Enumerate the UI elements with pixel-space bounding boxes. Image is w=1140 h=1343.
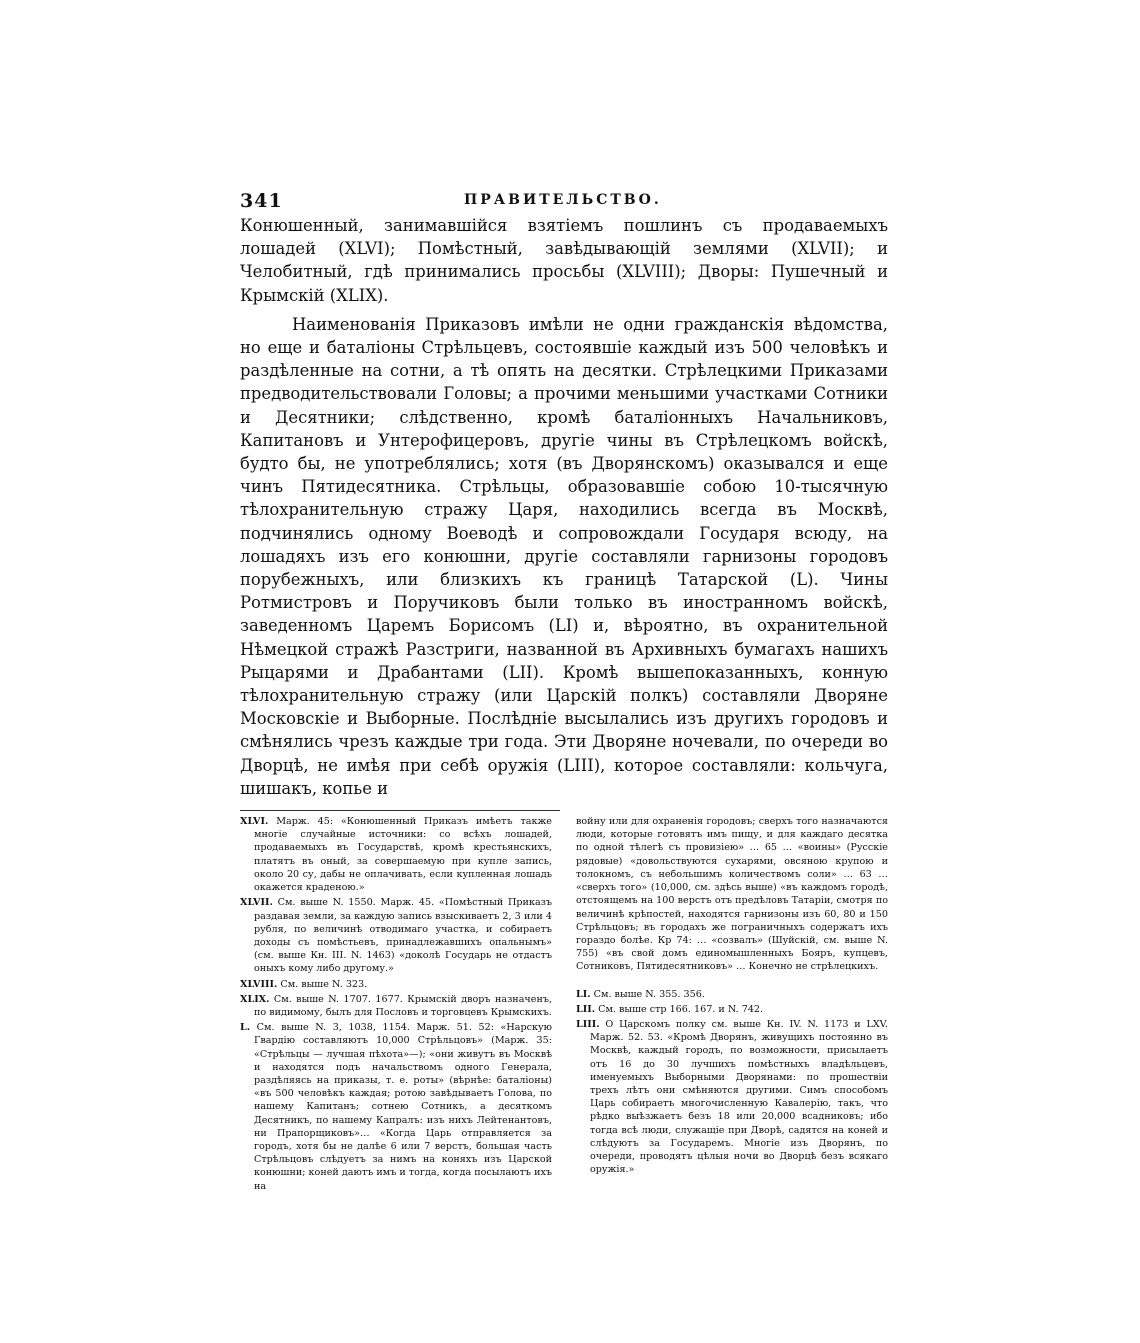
footnote-continuation — [576, 815, 888, 973]
footnote — [240, 815, 552, 894]
page-number: 341 — [240, 190, 283, 212]
footnotes — [240, 815, 888, 1195]
running-title: ПРАВИТЕЛЬСТВО. — [464, 192, 662, 208]
spacer — [576, 976, 888, 988]
running-head — [240, 190, 888, 214]
footnotes-right-column — [576, 815, 888, 1195]
footnote-text: См. выше N. 1550. Марж. 45. «Помѣстный Приказъ раздавая земли, за каждую запись взыскиваетъ 2, 3 или 4 рубля, по величинѣ отводимаго участка, и собираетъ доходы съ помѣстьевъ, принадлежавшихъ опальнымъ» (см. выше Кн. III. N. 1463) «доколѣ Государь не отдастъ оныхъ кому либо другому.» — [254, 897, 552, 975]
footnote-label: LIII. — [576, 1018, 600, 1030]
footnote — [576, 988, 888, 1001]
paragraph: Наименованія Приказовъ имѣли не одни гражданскія вѣдомства, но еще и баталіоны Стрѣльцевъ, состоявшіе каждый изъ 500 человѣкъ и раздѣленные на сотни, а тѣ опять на десятки. Стрѣлецкими Приказами предводительствовали Головы; а прочими меньшими участками Сотники и Десятники; слѣдственно, кромѣ баталіонныхъ Начальниковъ, Капитановъ и Унтерофицеровъ, другіе чины въ Стрѣлецкомъ войскѣ, будто бы, не употреблялись; хотя (въ Дворянскомъ) оказывался и еще чинъ Пятидесятника. Стрѣльцы, образовавшіе собою 10-тысячную тѣлохранительную стражу Царя, находились всегда въ Москвѣ, подчинялись одному Воеводѣ и сопровождали Государя всюду, на лошадяхъ изъ его конюшни, другіе составляли гарнизоны городовъ порубежныхъ, или близкихъ къ границѣ Татарской (L). Чины Ротмистровъ и Поручиковъ были только въ иностранномъ войскѣ, заведенномъ Царемъ Борисомъ (LI) и, вѣроятно, въ охранительной Нѣмецкой стражѣ Разстриги, названной въ Архивныхъ бумагахъ нашихъ Рыцарями и Драбантами (LII). Кромѣ вышепоказанныхъ, конную тѣлохранительную стражу (или Царскій полкъ) составляли Дворяне Московскіе и Выборные. Послѣдніе высылались изъ другихъ городовъ и смѣнялись чрезъ каждые три года. Эти Дворяне ночевали, по очереди во Дворцѣ, не имѣя при себѣ оружія (LIII), которое составляли: кольчуга, шишакъ, копье и — [240, 314, 888, 798]
footnotes-left-column — [240, 815, 552, 1195]
footnote-label: XLIX. — [240, 993, 270, 1005]
footnote — [576, 1018, 888, 1176]
footnote-text: О Царскомъ полку см. выше Кн. IV. N. 1173 и LXV. Марж. 52. 53. «Кромѣ Дворянъ, живущихъ постоянно въ Москвѣ, каждый городъ, по возможности, присылаетъ отъ 16 до 30 лучшихъ помѣстныхъ владѣльцевъ, именуемыхъ Выборными Дворянами: по прошествіи трехъ лѣтъ они смѣняются другими. Симъ способомъ Царь собираетъ многочисленную Кавалерію, такъ, что рѣдко выѣзжаетъ безъ 18 или 20,000 всадниковъ; ибо тогда всѣ люди, служащіе при Дворѣ, садятся на коней и слѣдуютъ за Государемъ. Многіе изъ Дворянъ, по очереди, проводятъ цѣлыя ночи во Дворцѣ безъ всякаго оружія.» — [590, 1018, 888, 1176]
footnote-label: LII. — [576, 1003, 596, 1015]
footnote-label: XLVIII. — [240, 978, 278, 990]
footnote-text: войну или для охраненія городовъ; сверхъ того назначаются люди, которые готовятъ имъ пищу, и для каждаго десятка по одной тѣлегѣ съ провизіею» … 65 … «воины» (Русскіе рядовые) «довольствуются сухарями, овсяною крупою и толокномъ, съ небольшимъ количествомъ соли» … 63 … «сверхъ того» (10,000, см. здѣсь выше) «въ каждомъ городѣ, отстоящемъ на 100 верстъ отъ предѣловъ Татаріи, смотря по величинѣ крѣпостей, находятся гарнизоны изъ 60, 80 и 150 Стрѣльцовъ; въ городахъ же пограничныхъ содержатъ ихъ гораздо болѣе. Кр 74: … «созвалъ» (Шуйскій, см. выше N. 755) «въ свой домъ единомышленныхъ Бояръ, купцевъ, Сотниковъ, Пятидесятниковъ» … Конечно не стрѣлецкихъ. — [576, 816, 888, 973]
footnote-label: LI. — [576, 988, 591, 1000]
book-page — [240, 190, 888, 1195]
footnote — [576, 1003, 888, 1016]
main-text — [240, 214, 888, 800]
footnote-divider — [240, 810, 560, 811]
paragraph: Конюшенный, занимавшійся взятіемъ пошлинъ съ продаваемыхъ лошадей (XLVI); Помѣстный, завѣдывающій землями (XLVII); и Челобитный, гдѣ принимались просьбы (XLVIII); Дворы: Пушечный и Крымскій (XLIX). — [240, 216, 888, 305]
footnote-label: XLVII. — [240, 897, 273, 909]
footnote — [240, 1021, 552, 1193]
footnote — [240, 978, 552, 991]
footnote — [240, 896, 552, 975]
footnote — [240, 993, 552, 1019]
footnote-text: См. выше N. 323. — [280, 978, 368, 990]
footnote-text: См. выше N. 355. 356. — [593, 988, 705, 1000]
footnote-label: L. — [240, 1022, 251, 1034]
footnote-text: См. выше N. 3, 1038, 1154. Марж. 51. 52: «Нарскую Гвардію составляютъ 10,000 Стрѣльцовъ» (Марж. 35: «Стрѣльцы — лучшая пѣхота»—); «они живутъ въ Москвѣ и находятся подъ начальствомъ одного Генерала, раздѣляясь на приказы, т. е. роты» (вѣрнѣе: баталіоны) «въ 500 человѣкъ каждая; ротою завѣдываетъ Голова, по нашему Капитанъ; сотнею Сотникъ, а десяткомъ Десятникъ, по нашему Капралъ: изъ нихъ Лейтенантовъ, ни Прапорщиковъ»… «Когда Царь отправляется за городъ, хотя бы не далѣе 6 или 7 верстъ, большая часть Стрѣльцовъ слѣдуетъ за нимъ на коняхъ изъ Царской конюшни; коней даютъ имъ и тогда, когда посылаютъ ихъ на — [254, 1022, 552, 1192]
footnote-text: См. выше стр 166. 167. и N. 742. — [598, 1003, 764, 1015]
footnote-text: См. выше N. 1707. 1677. Крымскій дворъ назначенъ, по видимому, былъ для Пословъ и торговцевъ Крымскихъ. — [254, 993, 552, 1018]
footnote-text: Марж. 45: «Конюшенный Приказъ имѣетъ также многіе случайные источники: со всѣхъ лошадей, продаваемыхъ въ Государствѣ, кромѣ крестьянскихъ, платятъ въ оный, за совершаемую при купле запись, около 20 су, дабы не оплачивать, если купленная лошадь окажется краденою.» — [254, 816, 552, 894]
footnote-label: XLVI. — [240, 816, 269, 828]
